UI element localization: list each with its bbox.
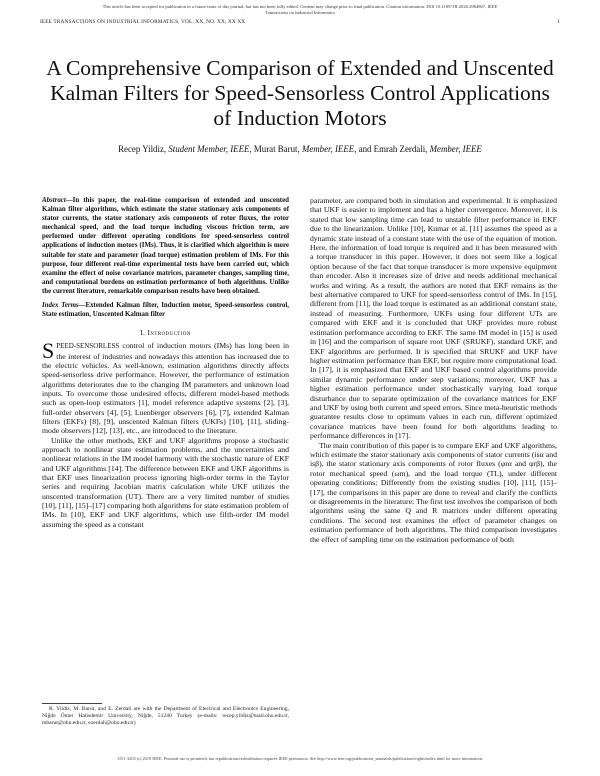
author-name: Emrah Zerdali [373, 144, 426, 154]
abstract-text: —In this paper, the real-time comparison of extended and unscented Kalman filter algorithms, which estimate the stator stationary axis components of stator currents, the stator stationary axis components of rotor fluxes, the rotor mechanical speed, and the load torque including viscous friction term, are performed under different operating conditions for speed-sensorless control applications of induction motors (IMs). Thus, it is clarified which algorithm is more suitable for state and parameter (load torque) estimation problem of IMs. For this purpose, four different real-time experimental tests have been carried out, which examine the effect of noise covariance matrices, parameter changes, sampling time, and computational burdens on estimation performance of both algorithms. Unlike the current literature, remarkable comparison results have been obtained. [42, 197, 289, 295]
abstract [42, 196, 289, 296]
section-heading-introduction: I. Introduction [140, 328, 191, 338]
author-role: Member, IEEE [429, 144, 482, 154]
author-name: Murat Barut [253, 144, 298, 154]
index-terms-lead: Index Terms [42, 302, 79, 310]
index-terms [42, 301, 289, 319]
author-separator: , [163, 144, 169, 154]
right-paragraph-1: parameter, are compared both in simulation and experimental. It is emphasized that UKF is easier to implement and has a higher convergence. Moreover, it is stated that low sampling time can lead to unstable filter performance in EKF due to the linearization. Unlike [10], Kumar et al. [11] assumes the speed as a dynamic state instead of a constant state with the use of the equation of motion. Here, the information of load torque is required and it has been measured with a torque transducer in this paper. However, it does not seem like a logical option because of the fact that torque transducer is more expensive equipment than encoder. Also it increases size of drive and needs additional mechanical works and wiring. As a result, the authors are noted that EKF remains as the best alternative compared to UKF for speed-sensorless control of IMs. In [15], different from [11], the load torque is estimated as an additional constant state, instead of measuring. Furthermore, UKFs using four different UTs are compared with EKF and it is concluded that UKF provides more robust estimation performance according to EKF. The same IM model in [15] is used in [16] and the comparison of square root UKF (SRUKF), standard UKF, and EKF algorithms are performed. It is specified that SRUKF and UKF have higher estimation performance than EKF, but require more computational load. In [17], it is emphasized that EKF and UKF based control algorithms provide similar dynamic performance under step variations; moreover, UKF has a higher estimation performance under stochastically varying load torque disturbance due to separate optimization of the covariance matrices for EKF and UKF by using both current and speed errors. Since meta-heuristic methods guarantee results close to optimum values in each run, different optimized covariance matrices have been found for both algorithms leading to performance differences in [17]. [310, 196, 557, 441]
author-role: Student Member, IEEE [168, 144, 250, 154]
running-head [40, 19, 560, 25]
page-number: 1 [557, 19, 560, 25]
intro-first-word: PEED-SENSORLESS [56, 342, 120, 351]
author-affiliation-footnote: R. Yildiz, M. Barut, and E. Zerdali are with the Department of Electrical and Electronics Engineering, Niğde Ömer Halisdemir University, Niğde, 51240 Turkey (e-mails: recep.yildiz@mail.ohu.edu.tr, mbarut@ohu.edu.tr, ezerdali@ohu.edu.tr) [42, 706, 289, 726]
author-role: Member, IEEE [301, 144, 355, 154]
drop-cap: S [42, 338, 55, 364]
right-column [310, 196, 557, 544]
intro-paragraph-1-text: control of induction motors (IMs) has long been in the interest of industries and nowadays this attention has increased due to the electric vehicles. As well-known, estimation algorithms directly affects speed-sensorless drive performance. However, the performance of estimation algorithms deteriorates due to the changing IM parameters and unknown load inputs. To overcome those undesired effects, different model-based methods such as open-loop estimators [1], model reference adaptive systems [2], [3], full-order observers [4], [5], Luenberger observers [6], [7], extended Kalman filters (EKFs) [8], [9], unscented Kalman filters (UKFs) [10], [11], sliding-mode observers [12], [13], etc., are introduced to the literature. [42, 341, 289, 436]
footnote-rule [42, 703, 102, 704]
banner-line-1: This article has been accepted for publication in a future issue of this journal, but has not been fully edited. Content may change prior to final publication. Citation information: DOI 10.1109/TII.2020.2964867, IEEE [102, 4, 498, 9]
preprint-banner [0, 4, 600, 16]
journal-name: IEEE TRANSACTIONS ON INDUSTRIAL INFORMATICS, VOL. XX, NO. XX, XX XX [40, 19, 246, 25]
paper-title: A Comprehensive Comparison of Extended and Unscented Kalman Filters for Speed-Sensorless Control Applications of Induction Motors [46, 56, 554, 130]
intro-paragraph-1 [42, 338, 289, 436]
author-name: Recep Yildiz [118, 144, 164, 154]
author-separator: , and [354, 144, 374, 154]
intro-paragraph-2: Unlike the other methods, EKF and UKF algorithms propose a stochastic approach to nonlinear state estimation problems, and the uncertainties and nonlinear relations in the IM model harmony with the stochastic nature of EKF and UKF algorithms [14]. The difference between EKF and UKF algorithms is that EKF uses linearization process ignoring high-order terms in the Taylor series and requiring Jacobian matrix calculation while UKF utilizes the unscented transformation (UT). There are a very limited number of studies [10], [11], [15]–[17] comparing both algorithms for state estimation problem of IMs. In [10], EKF and UKF algorithms, which use fifth-order IM model assuming the speed as a constant [42, 435, 289, 529]
index-terms-text: —Extended Kalman filter, Induction motor, Speed-sensorless control, State estimation, Unscented Kalman filter [42, 302, 290, 319]
left-column [42, 196, 289, 529]
abstract-lead: Abstract [42, 197, 66, 204]
banner-line-2: Transactions on Industrial Informatics [264, 10, 336, 15]
author-separator: , [297, 144, 302, 154]
right-paragraph-2: The main contribution of this paper is to compare EKF and UKF algorithms, which estimate the stator stationary axis components of stator currents (isα and isβ), the stator stationary axis components of rotor fluxes (φrα and φrβ), the rotor mechanical speed (ωm), and the load torque (TL), under different operating conditions; Differently from the existing studies [10], [11], [15]–[17], the comparisons in this paper are done to reveal and clarify the conflicts or disagreements in the literature: The first test involves the comparison of both algorithms using the same Q and R matrices under different operating conditions. The second test examines the effect of parameter changes on estimation performance of both algorithms. The third comparison investigates the effect of sampling time on the estimation performance of both [310, 440, 557, 544]
author-separator: , [425, 144, 430, 154]
author-line [40, 144, 560, 155]
copyright-footer: 1551-3203 (c) 2019 IEEE. Personal use is permitted, but republication/redistribution requires IEEE permission. See http://www.ieee.org/publications_standards/publications/rights/index.html for more information. [117, 756, 483, 761]
author-separator: , [249, 144, 254, 154]
